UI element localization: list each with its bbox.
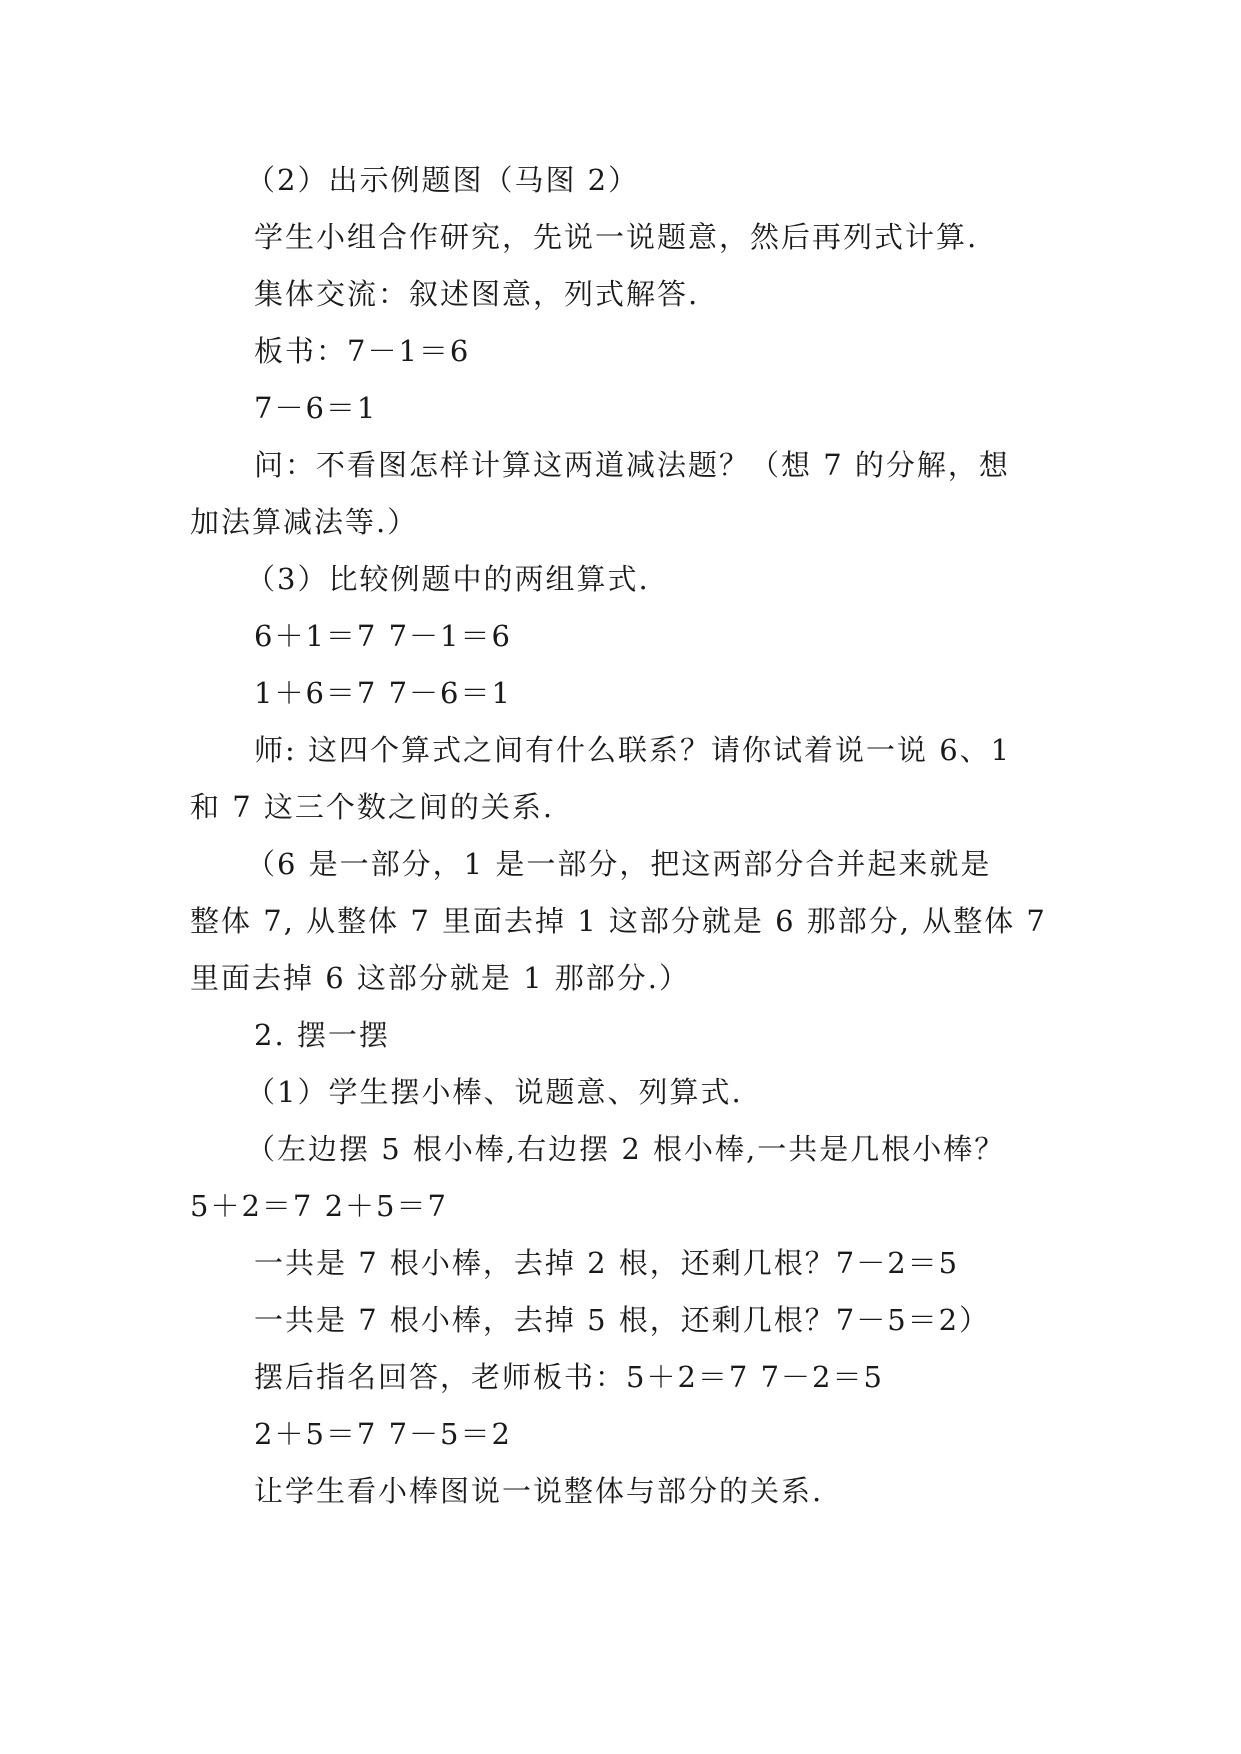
- text-line: 里面去掉 6 这部分就是 1 那部分.）: [190, 961, 690, 995]
- text-line: （3）比较例题中的两组算式.: [246, 562, 650, 596]
- text-line: 加法算减法等.）: [190, 505, 419, 539]
- text-line: 一共是 7 根小棒，去掉 2 根，还剩几根？7－2＝5: [254, 1246, 960, 1280]
- text-line: 一共是 7 根小棒，去掉 5 根，还剩几根？7－5＝2）: [254, 1303, 991, 1337]
- text-line: 让学生看小棒图说一说整体与部分的关系.: [254, 1474, 824, 1508]
- text-line: 2＋5＝7 7－5＝2: [254, 1417, 512, 1451]
- text-line: 2. 摆一摆: [254, 1018, 390, 1052]
- text-line: 问：不看图怎样计算这两道减法题？（想 7 的分解，想: [254, 448, 1010, 482]
- text-line: 6＋1＝7 7－1＝6: [254, 619, 512, 653]
- text-line: （2）出示例题图（马图 2）: [246, 163, 640, 197]
- text-line: （左边摆 5 根小棒,右边摆 2 根小棒,一共是几根小棒？: [246, 1132, 1006, 1166]
- text-line: 板书：7－1＝6: [254, 334, 471, 368]
- text-line: （1）学生摆小棒、说题意、列算式.: [246, 1075, 743, 1109]
- text-line: （6 是一部分，1 是一部分，把这两部分合并起来就是: [246, 847, 992, 881]
- text-line: 学生小组合作研究，先说一说题意，然后再列式计算.: [254, 220, 979, 254]
- text-line: 1＋6＝7 7－6＝1: [254, 676, 512, 710]
- text-line: 摆后指名回答，老师板书：5＋2＝7 7－2＝5: [254, 1360, 884, 1394]
- text-line: 整体 7, 从整体 7 里面去掉 1 这部分就是 6 那部分, 从整体 7: [190, 904, 1047, 938]
- text-line: 和 7 这三个数之间的关系.: [190, 790, 555, 824]
- text-line: 师: 这四个算式之间有什么联系？请你试着说一说 6、1: [254, 733, 1012, 767]
- text-line: 7－6＝1: [254, 391, 378, 425]
- text-line: 5＋2＝7 2＋5＝7: [190, 1189, 448, 1223]
- text-line: 集体交流：叙述图意，列式解答.: [254, 277, 700, 311]
